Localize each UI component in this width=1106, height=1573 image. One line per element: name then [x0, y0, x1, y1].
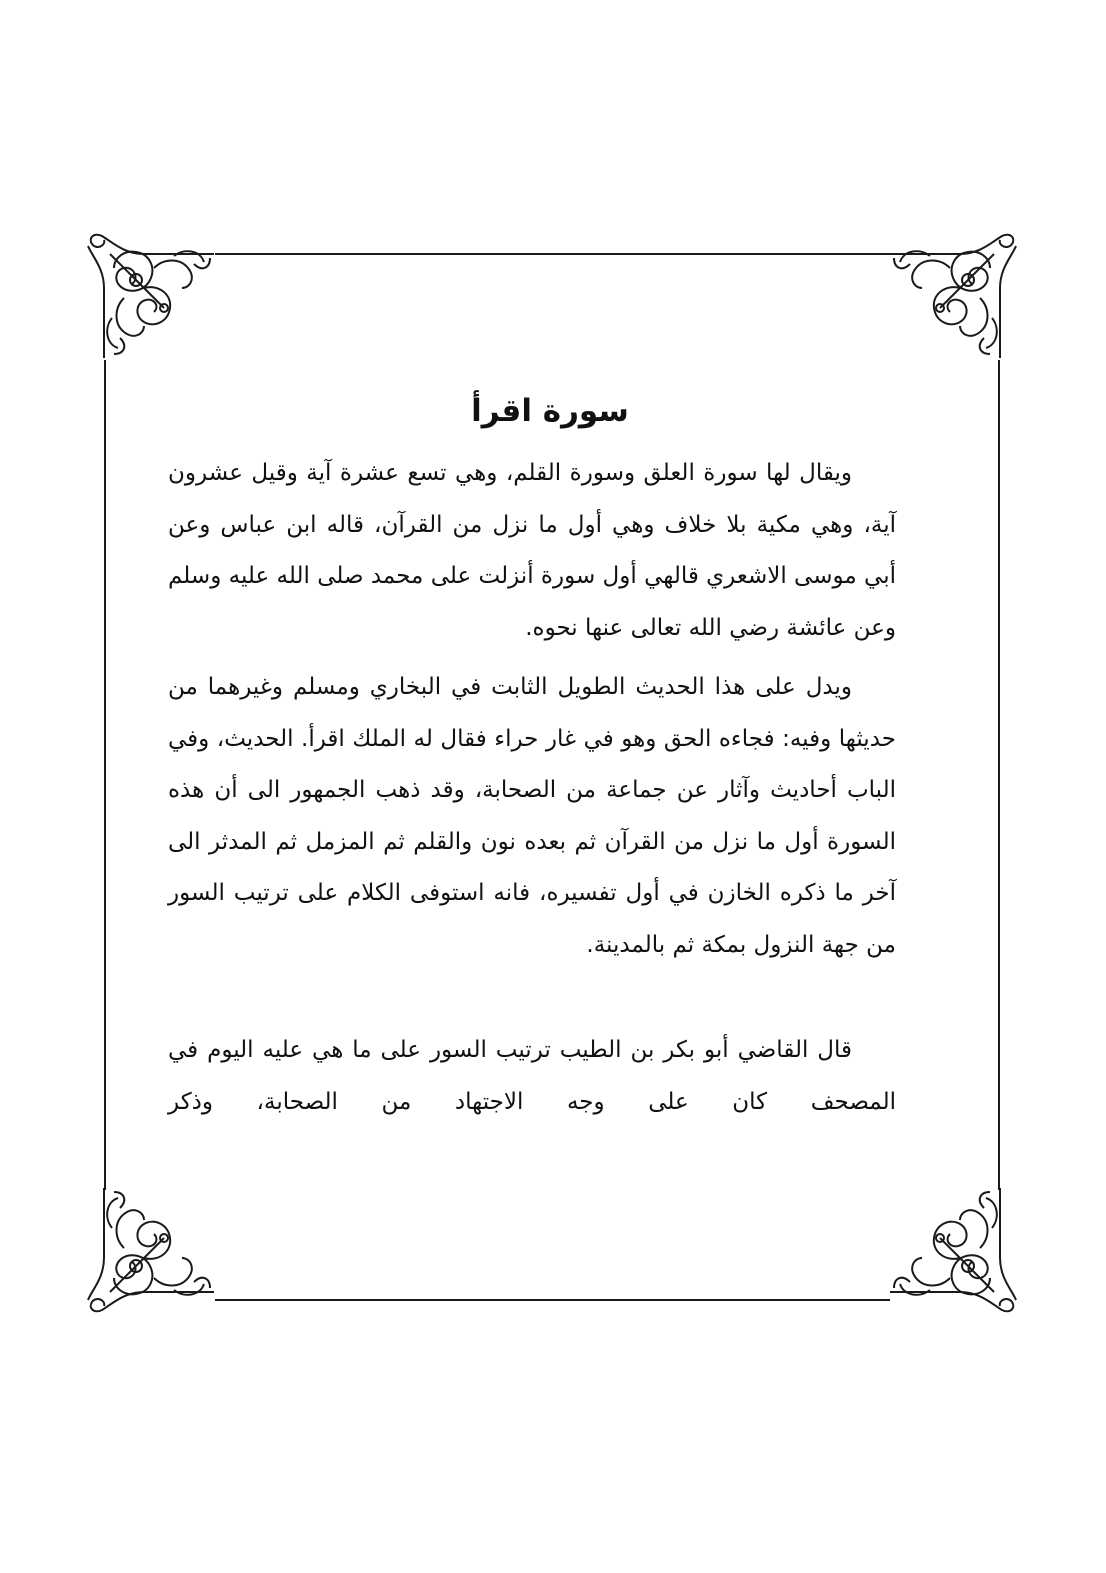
surah-title: سورة اقرأ: [471, 392, 629, 429]
paragraph-intro: ويقال لها سورة العلق وسورة القلم، وهي تسع عشرة آية وقيل عشرون آية، وهي مكية بلا خلاف وهي أول ما نزل من القرآن، قاله ابن عباس وعن أبي موسى الاشعري قالهي أول سورة أنزلت على محمد صلى الله عليه وسلم وعن عائشة رضي الله تعالى عنها نحوه.: [168, 460, 896, 641]
corner-ornament-icon: [890, 1188, 1020, 1318]
paragraph-qadi: قال القاضي أبو بكر بن الطيب ترتيب السور على ما هي عليه اليوم في المصحف كان على وجه الاجتهاد من الصحابة، وذكر: [168, 1037, 896, 1115]
paragraph-hadith: ويدل على هذا الحديث الطويل الثابت في البخاري ومسلم وغيرهما من حديثها وفيه: فجاءه الحق وهو في غار حراء فقال له الملك اقرأ. الحديث، وفي الباب أحاديث وآثار عن جماعة من الصحابة، وقد ذهب الجمهور الى أن هذه السورة أول ما نزل من القرآن ثم بعده نون والقلم ثم المزمل ثم المدثر الى آخر ما ذكره الخازن في أول تفسيره، فانه استوفى الكلام على ترتيب السور من جهة النزول بمكة ثم بالمدينة.: [168, 674, 896, 958]
corner-ornament-icon: [84, 1188, 214, 1318]
frame-left-border: [104, 360, 106, 1190]
corner-ornament-icon: [84, 228, 214, 358]
corner-ornament-icon: [890, 228, 1020, 358]
frame-bottom-border: [215, 1299, 890, 1301]
frame-right-border: [998, 360, 1000, 1190]
frame-top-border: [215, 253, 890, 255]
